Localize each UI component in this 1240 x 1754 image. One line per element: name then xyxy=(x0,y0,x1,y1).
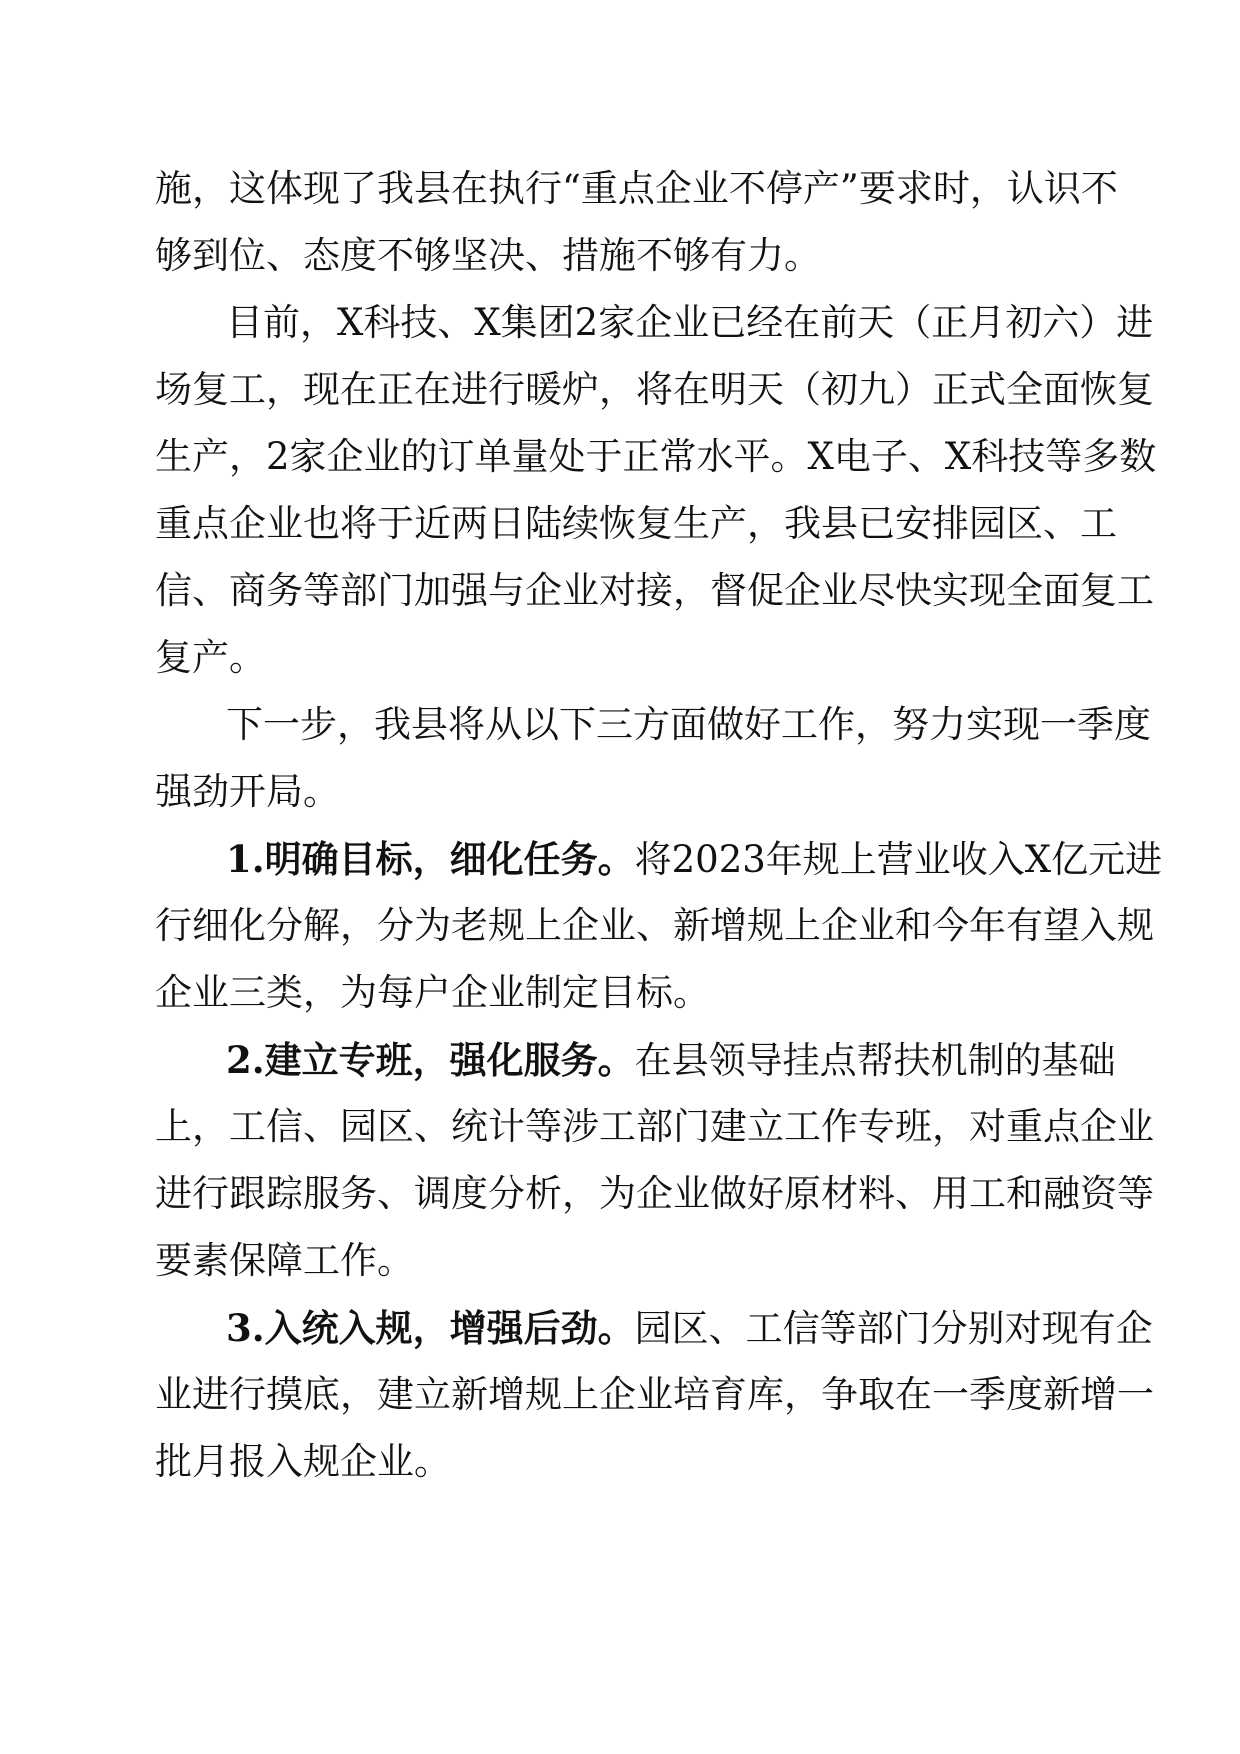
paragraph-2-line-5: 信、商务等部门加强与企业对接，督促企业尽快实现全面复工 xyxy=(155,569,1154,612)
paragraph-2-line-3: 生产，2家企业的订单量处于正常水平。X电子、X科技等多数 xyxy=(155,435,1157,478)
item-2-line-4: 要素保障工作。 xyxy=(155,1239,414,1282)
paragraph-1-line-2: 够到位、态度不够坚决、措施不够有力。 xyxy=(155,234,821,277)
item-2-heading: 2.建立专班，强化服务。 xyxy=(226,1038,635,1082)
paragraph-2-line-2: 场复工，现在正在进行暖炉，将在明天（初九）正式全面恢复 xyxy=(155,368,1154,411)
item-2-first-line-text: 在县领导挂点帮扶机制的基础 xyxy=(634,1039,1116,1082)
item-3-line-2: 业进行摸底，建立新增规上企业培育库，争取在一季度新增一 xyxy=(155,1373,1154,1416)
item-2-line-3: 进行跟踪服务、调度分析，为企业做好原材料、用工和融资等 xyxy=(155,1172,1154,1215)
paragraph-2-line-6: 复产。 xyxy=(155,636,266,679)
item-1-heading: 1.明确目标，细化任务。 xyxy=(226,837,635,881)
item-1-first-line xyxy=(226,836,1163,883)
item-2-first-line xyxy=(226,1037,1116,1084)
item-1-first-line-text: 将2023年规上营业收入X亿元进 xyxy=(634,838,1163,881)
paragraph-3-line-1: 下一步，我县将从以下三方面做好工作，努力实现一季度 xyxy=(226,703,1151,746)
paragraph-1-line-1: 施，这体现了我县在执行“重点企业不停产”要求时，认识不 xyxy=(155,167,1118,210)
paragraph-2-line-1: 目前，X科技、X集团2家企业已经在前天（正月初六）进 xyxy=(226,301,1154,344)
item-2-line-2: 上，工信、园区、统计等涉工部门建立工作专班，对重点企业 xyxy=(155,1105,1154,1148)
paragraph-3-line-2: 强劲开局。 xyxy=(155,770,340,813)
item-3-heading: 3.入统入规，增强后劲。 xyxy=(226,1306,635,1350)
item-3-first-line-text: 园区、工信等部门分别对现有企 xyxy=(634,1307,1153,1350)
item-3-line-3: 批月报入规企业。 xyxy=(155,1440,451,1483)
item-3-first-line xyxy=(226,1305,1153,1352)
paragraph-2-line-4: 重点企业也将于近两日陆续恢复生产，我县已安排园区、工 xyxy=(155,502,1117,545)
item-1-line-2: 行细化分解，分为老规上企业、新增规上企业和今年有望入规 xyxy=(155,904,1154,947)
item-1-line-3: 企业三类，为每户企业制定目标。 xyxy=(155,971,710,1014)
